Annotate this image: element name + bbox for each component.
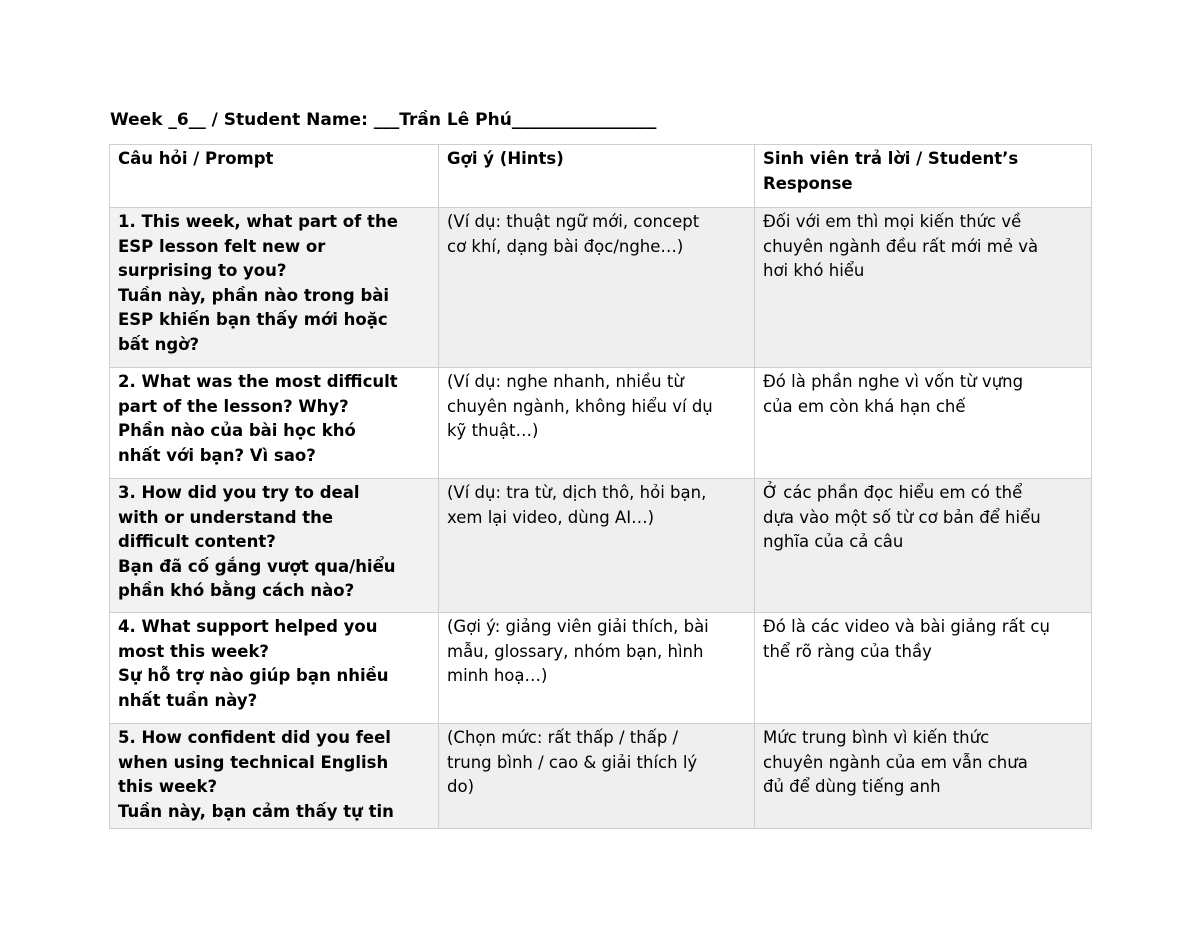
- response-cell[interactable]: Đó là phần nghe vì vốn từ vựng của em còn khá hạn chế: [755, 368, 1092, 479]
- prompt-cell: 3. How did you try to deal with or understand the difficult content? Bạn đã cố gắng vượt qua/hiểu phần khó bằng cách nào?: [110, 479, 439, 613]
- hint-cell: (Ví dụ: nghe nhanh, nhiều từ chuyên ngành, không hiểu ví dụ kỹ thuật…): [439, 368, 755, 479]
- prompt-cell: 4. What support helped you most this week? Sự hỗ trợ nào giúp bạn nhiều nhất tuần này?: [110, 613, 439, 724]
- hint-cell: (Ví dụ: tra từ, dịch thô, hỏi bạn, xem lại video, dùng AI…): [439, 479, 755, 613]
- hint-cell: (Ví dụ: thuật ngữ mới, concept cơ khí, dạng bài đọc/nghe…): [439, 208, 755, 368]
- response-cell[interactable]: Đó là các video và bài giảng rất cụ thể rõ ràng của thầy: [755, 613, 1092, 724]
- table-row: [110, 613, 1092, 724]
- table-row: [110, 479, 1092, 613]
- prompt-cell: 1. This week, what part of the ESP lesson felt new or surprising to you? Tuần này, phần nào trong bài ESP khiến bạn thấy mới hoặc bất ngờ?: [110, 208, 439, 368]
- table-row: [110, 368, 1092, 479]
- table-row: [110, 724, 1092, 829]
- table-row: [110, 208, 1092, 368]
- hint-cell: (Chọn mức: rất thấp / thấp / trung bình / cao & giải thích lý do): [439, 724, 755, 829]
- table-header-row: [110, 145, 1092, 208]
- reflection-table: [109, 144, 1092, 829]
- hint-cell: (Gợi ý: giảng viên giải thích, bài mẫu, glossary, nhóm bạn, hình minh hoạ…): [439, 613, 755, 724]
- header-response: Sinh viên trả lời / Student’s Response: [755, 145, 1092, 208]
- header-hints: Gợi ý (Hints): [439, 145, 755, 208]
- response-cell[interactable]: Đối với em thì mọi kiến thức về chuyên ngành đều rất mới mẻ và hơi khó hiểu: [755, 208, 1092, 368]
- page-heading: Week _6__ / Student Name: ___Trần Lê Phú_________________: [110, 110, 657, 130]
- prompt-cell: 2. What was the most difficult part of the lesson? Why? Phần nào của bài học khó nhất với bạn? Vì sao?: [110, 368, 439, 479]
- prompt-cell: 5. How confident did you feel when using technical English this week? Tuần này, bạn cảm thấy tự tin: [110, 724, 439, 829]
- header-prompt: Câu hỏi / Prompt: [110, 145, 439, 208]
- response-cell[interactable]: Ở các phần đọc hiểu em có thể dựa vào một số từ cơ bản để hiểu nghĩa của cả câu: [755, 479, 1092, 613]
- response-cell[interactable]: Mức trung bình vì kiến thức chuyên ngành của em vẫn chưa đủ để dùng tiếng anh: [755, 724, 1092, 829]
